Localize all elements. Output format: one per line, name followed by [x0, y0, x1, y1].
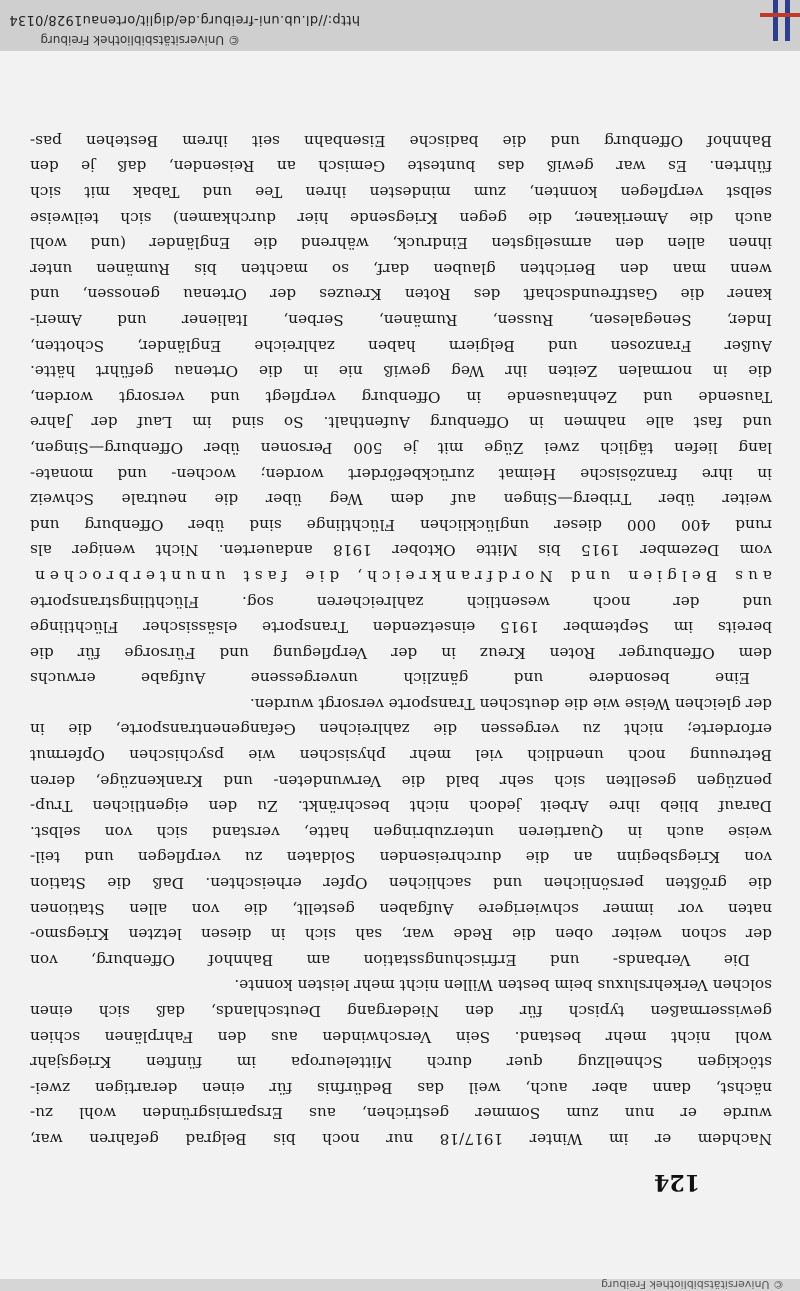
text-line: penzügen gesellten sich sehr bald die Verwundeten- und Krankenzüge, deren: [30, 771, 772, 790]
text-line: Darauf blieb ihre Arbeit jedoch nicht beschränkt. Zu den eigentlichen Trup-: [30, 797, 772, 816]
text-line: lang liefen täglich zwei Züge mit je 500 Personen über Offenburg—Singen,: [30, 438, 772, 457]
text-line: vom Dezember 1915 bis Mitte Oktober 1918 andauerten. Nicht weniger als: [30, 541, 772, 560]
text-line: naten vor immer schwierigere Aufgaben gestellt, die von allen Stationen: [30, 899, 772, 918]
source-url-link[interactable]: http://dl.ub.uni-freiburg.de/diglit/ortenau1928/0134: [9, 12, 360, 27]
text-line: wenn man den Berichten glauben darf, so machten bis Rumänen unter: [30, 259, 772, 278]
text-line: und fast alle nahmen in Offenburg Aufenthalt. So sind im Lauf der Jahre: [30, 413, 772, 432]
text-line: solchen Verkehrsluxus beim besten Willen nicht mehr leisten konnte.: [234, 976, 772, 995]
top-strip: [0, 1279, 800, 1291]
text-line: die größten persönlichen und sachlichen Opfer erheischten. Daß die Station: [30, 874, 772, 893]
text-line: nächst, dann aber auch, weil das Bedürfnis für einen derartigen zwei-: [30, 1078, 772, 1097]
text-line: selbst verpflegen konnten, zum mindesten ihren Tee und Tabak mit sich: [30, 183, 772, 202]
library-logo-icon: [760, 0, 800, 41]
text-line: wohl nicht mehr bestand. Sein Verschwinden aus den Fahrplänen schien: [30, 1027, 772, 1046]
text-line: gewissermaßen typisch für den Niedergang Deutschlands, daß sich einen: [30, 1002, 772, 1021]
text-line: erforderte; nicht zu vergessen die zahlreichen Gefangenentransporte, die in: [30, 720, 772, 739]
text-line: kaner die Gastfreundschaft des Roten Kreuzes der Ortenau genossen, und: [30, 285, 772, 304]
text-line: aus Belgien und Nordfrankreich, die fast ununterbrochen: [30, 566, 772, 585]
text-line: Die Verbands- und Erfrischungsstation am Bahnhof Offenburg, von: [30, 950, 750, 969]
text-line: bereits im September 1915 einsetzenden Transporte elsässischer Flüchtlinge: [30, 618, 772, 637]
text-line: auch die Amerikaner, die gegen Kriegsende hier durchkamen) sich teilweise: [30, 208, 772, 227]
text-line: in ihre französische Heimat zurückbefördert worden; wochen- und monate-: [30, 464, 772, 483]
text-line: und der noch wesentlich zahlreicheren sog. Flüchtlingstransporte: [30, 592, 772, 611]
text-line: von Kriegsbeginn an die durchreisenden Soldaten zu verpflegen und teil-: [30, 848, 772, 867]
text-line: rund 400 000 dieser unglücklichen Flüchtlinge sind über Offenburg und: [30, 515, 772, 534]
copyright-notice: © Universitätsbibliothek Freiburg: [40, 33, 240, 47]
text-line: dem Offenburger Roten Kreuz in der Verpflegung und Fürsorge für die: [30, 643, 772, 662]
text-line: wurde er nun zum Sommer gestrichen, aus Ersparnisgründen wohl zu-: [30, 1104, 772, 1123]
text-line: ihnen allen den armseligsten Eindruck, während die Engländer (und wohl: [30, 234, 772, 253]
text-line: führten. Es war gewiß das bunteste Gemisch an Reisenden, daß je den: [30, 157, 772, 176]
page-number: 124: [654, 1169, 700, 1195]
text-line: Bahnhof Offenburg und die badische Eisenbahn seit ihrem Bestehen pas-: [30, 131, 772, 150]
copyright-partial: © Universitätsbibliothek Freiburg: [601, 1278, 784, 1291]
text-line: der schon weiter oben die Rede war, sah sich in diesen letzten Kriegsmo-: [30, 925, 772, 944]
text-line: die in normalen Zeiten ihr Weg gewiß nie in die Ortenau geführt hätte.: [30, 362, 772, 381]
text-line: weiter über Triberg—Singen auf dem Weg über die neutrale Schweiz: [30, 490, 772, 509]
text-line: Eine besondere und gänzlich unvergessene Aufgabe erwuchs: [30, 669, 750, 688]
text-line: Nachdem er im Winter 1917/18 nur noch bis Belgrad gefahren war,: [30, 1130, 772, 1148]
text-line: Tausende und Zehntausende in Offenburg verpflegt und versorgt worden,: [30, 387, 772, 406]
text-line: weise auch in Quartieren unterzubringen hatte, verstand sich von selbst.: [30, 822, 772, 841]
text-line: der gleichen Weise wie die deutschen Transporte versorgt wurden.: [249, 694, 772, 713]
text-line: Außer Franzosen und Belgiern haben zahlreiche Engländer, Schotten,: [30, 336, 772, 355]
text-line: stöckigen Schnellzug quer durch Mitteleuropa im fünften Kriegsjahr: [30, 1053, 772, 1072]
body-text: [30, 127, 772, 1151]
text-line: Betreuung noch unendlich viel mehr physischen wie psychischen Opfermut: [30, 746, 772, 765]
text-line: Inder, Senegalesen, Russen, Rumänen, Serben, Italiener und Ameri-: [30, 311, 772, 329]
